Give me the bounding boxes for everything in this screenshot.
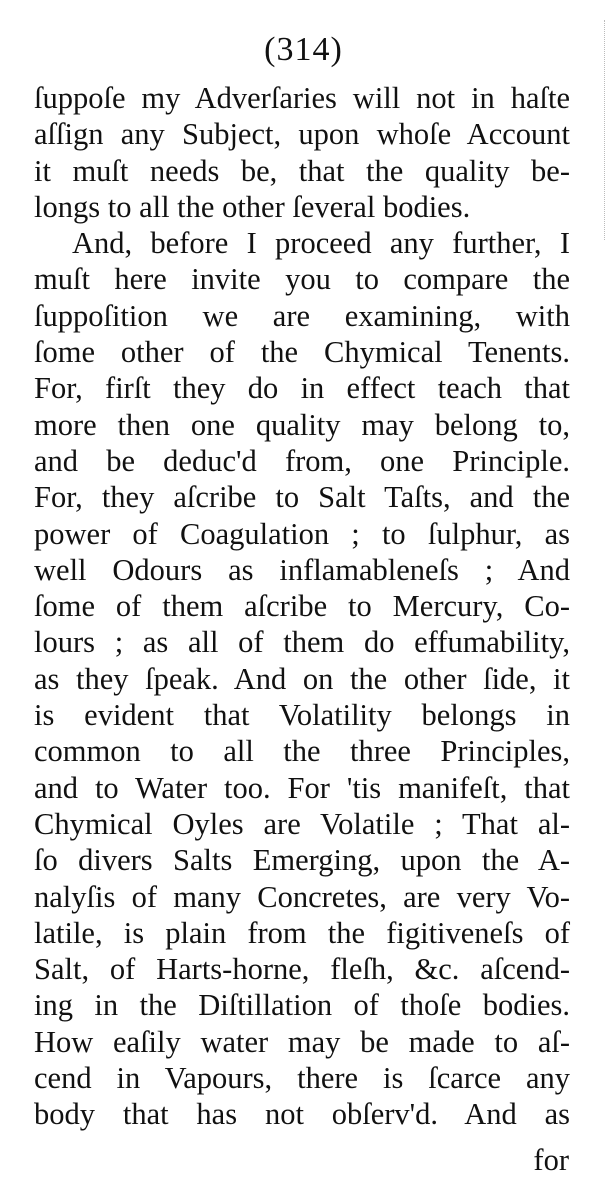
text-line: Chymical Oyles are Volatile ; That al- [34,806,570,841]
text-line: ſuppoſition we are examining, with [34,298,570,333]
text-line: body that has not obſerv'd. And as [34,1097,570,1132]
text-line: nalyſis of many Concretes, are very Vo- [34,879,570,914]
text-line: it muſt needs be, that the quality be- [34,153,570,188]
text-line: as they ſpeak. And on the other ſide, it [34,661,570,696]
text-line: ing in the Diſtillation of thoſe bodies. [34,988,570,1023]
text-line: is evident that Volatility belongs in [34,698,570,733]
text-line: more then one quality may belong to, [34,407,570,442]
catchword: for [533,1143,569,1177]
text-line: For, they aſcribe to Salt Taſts, and the [34,480,570,515]
text-line: lours ; as all of them do effumability, [34,625,570,660]
text-line: How eaſily water may be made to aſ- [34,1024,570,1059]
text-line: ſo divers Salts Emerging, upon the A- [34,843,570,878]
text-line: latile, is plain from the figitiveneſs of [34,915,570,950]
text-line: well Odours as inflamableneſs ; And [34,552,570,587]
text-line: and to Water too. For 'tis manifeſt, that [34,770,570,805]
page-number: (314) [264,31,343,68]
text-line: For, firſt they do in effect teach that [34,371,570,406]
text-line: muſt here invite you to compare the [34,262,570,297]
text-line: and be deduc'd from, one Principle. [34,443,570,478]
text-line: ſome of them aſcribe to Mercury, Co- [34,589,570,624]
paragraph-start-line: And, before I proceed any further, I [72,226,570,261]
text-line: longs to all the other ſeveral bodies. [34,189,471,224]
text-line: aſſign any Subject, upon whoſe Account [34,117,570,152]
text-line: cend in Vapours, there is ſcarce any [34,1061,570,1096]
text-line: common to all the three Principles, [34,734,570,769]
text-line: ſome other of the Chymical Tenents. [34,335,570,370]
text-line: power of Coagulation ; to ſulphur, as [34,516,570,551]
text-line: ſuppoſe my Adverſaries will not in haſte [34,81,570,115]
page-edge-marks [598,20,605,240]
body-text [34,80,570,1133]
text-line: Salt, of Harts-horne, fleſh, &c. aſcend- [34,952,570,987]
